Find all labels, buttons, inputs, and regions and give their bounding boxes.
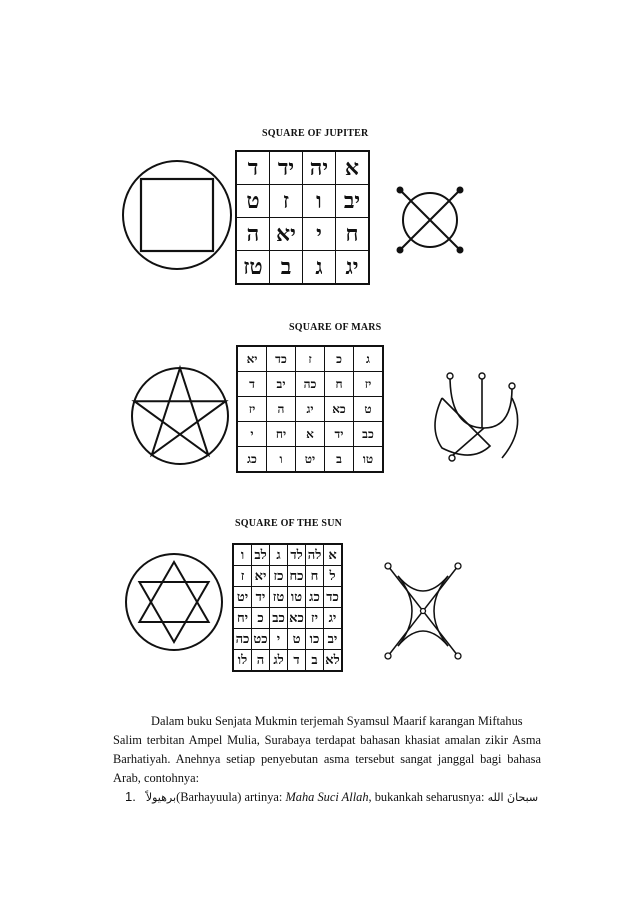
mars-grid-cell: יז bbox=[237, 397, 267, 422]
sun-grid-cell: ג bbox=[270, 544, 288, 566]
sun-grid-cell: ז bbox=[233, 566, 252, 587]
sun-grid-cell: ח bbox=[306, 566, 324, 587]
sun-grid-cell: טו bbox=[288, 587, 306, 608]
mars-grid-row bbox=[237, 346, 383, 372]
mars-grid-cell: ג bbox=[354, 346, 384, 372]
mars-grid-cell: כב bbox=[354, 422, 384, 447]
jupiter-grid-cell: יה bbox=[303, 151, 336, 185]
meaning: Maha Suci Allah bbox=[285, 790, 369, 804]
sun-grid-cell: ל bbox=[324, 566, 343, 587]
sun-grid-cell: כב bbox=[270, 608, 288, 629]
mars-grid-row bbox=[237, 447, 383, 473]
sun-grid-cell: יא bbox=[252, 566, 270, 587]
sun-grid-row bbox=[233, 608, 342, 629]
sun-grid-cell: כט bbox=[252, 629, 270, 650]
mars-sigil-icon bbox=[432, 368, 522, 468]
sun-grid-row bbox=[233, 566, 342, 587]
sun-grid-cell: ט bbox=[288, 629, 306, 650]
sun-grid-cell: ו bbox=[233, 544, 252, 566]
arabic-correct: سبحانَ الله bbox=[487, 791, 539, 804]
jupiter-grid-cell: ה bbox=[236, 218, 270, 251]
sun-grid-cell: ב bbox=[306, 650, 324, 672]
jupiter-magic-square bbox=[235, 150, 370, 285]
mars-grid-cell: ו bbox=[267, 447, 296, 473]
sun-grid-cell: לה bbox=[306, 544, 324, 566]
sun-grid-cell: יד bbox=[252, 587, 270, 608]
jupiter-grid-cell: יב bbox=[336, 185, 370, 218]
mars-grid-cell: יג bbox=[296, 397, 325, 422]
jupiter-grid-row bbox=[236, 251, 369, 285]
mars-grid-cell: כג bbox=[237, 447, 267, 473]
sun-grid-cell: יג bbox=[324, 608, 343, 629]
mars-grid-cell: ט bbox=[354, 397, 384, 422]
paragraph-first-line: Dalam buku Senjata Mukmin terjemah Syamsul Maarif karangan Miftahus bbox=[151, 714, 523, 728]
mars-grid-cell: א bbox=[296, 422, 325, 447]
sun-grid-row bbox=[233, 544, 342, 566]
mars-magic-square bbox=[236, 345, 384, 473]
jupiter-grid-cell: ט bbox=[236, 185, 270, 218]
jupiter-grid-row bbox=[236, 185, 369, 218]
sun-grid-cell: יט bbox=[233, 587, 252, 608]
sun-grid-cell: יב bbox=[324, 629, 343, 650]
sun-grid-row bbox=[233, 650, 342, 672]
jupiter-seal-circle-square-icon bbox=[122, 160, 232, 270]
mars-grid-cell: כד bbox=[267, 346, 296, 372]
jupiter-grid-cell: יא bbox=[270, 218, 303, 251]
sun-grid-row bbox=[233, 587, 342, 608]
sun-sigil-icon bbox=[378, 556, 468, 666]
arabic-term: برهيولاً bbox=[145, 791, 177, 804]
suffix-text: , bukankah seharusnya: bbox=[368, 790, 488, 804]
jupiter-grid-cell: ב bbox=[270, 251, 303, 285]
sun-grid-cell: טז bbox=[270, 587, 288, 608]
mars-grid-cell: יח bbox=[267, 422, 296, 447]
sun-grid-cell: ה bbox=[252, 650, 270, 672]
mars-grid-cell: ז bbox=[296, 346, 325, 372]
jupiter-grid-cell: ו bbox=[303, 185, 336, 218]
mars-grid-cell: ה bbox=[267, 397, 296, 422]
mars-grid-cell: כא bbox=[325, 397, 354, 422]
mars-grid-cell: כ bbox=[325, 346, 354, 372]
sun-grid-cell: לב bbox=[252, 544, 270, 566]
mars-grid-cell: יב bbox=[267, 372, 296, 397]
list-number: 1. bbox=[125, 789, 136, 804]
sun-grid-cell: א bbox=[324, 544, 343, 566]
sun-magic-square bbox=[232, 543, 343, 672]
mars-title: SQUARE OF MARS bbox=[289, 322, 382, 333]
sun-seal-hexagram-icon bbox=[124, 552, 224, 652]
jupiter-grid-cell: ז bbox=[270, 185, 303, 218]
mars-grid-cell: כה bbox=[296, 372, 325, 397]
sun-grid-cell: לג bbox=[270, 650, 288, 672]
sun-grid-cell: כה bbox=[233, 629, 252, 650]
sun-grid-cell: כז bbox=[270, 566, 288, 587]
mars-grid-cell: יז bbox=[354, 372, 384, 397]
mars-grid-cell: ד bbox=[237, 372, 267, 397]
jupiter-grid-row bbox=[236, 151, 369, 185]
jupiter-grid-cell: ח bbox=[336, 218, 370, 251]
sun-title: SQUARE OF THE SUN bbox=[235, 518, 343, 529]
paragraph-rest: Salim terbitan Ampel Mulia, Surabaya terdapat bahasan khasiat amalan zikir Asma Barhatiyah. Anehnya setiap penyebutan asma tersebut sangat janggal bagi bahasa Arab, contohnya: bbox=[113, 733, 541, 785]
sun-grid-cell: יז bbox=[306, 608, 324, 629]
jupiter-grid-cell: יג bbox=[336, 251, 370, 285]
mars-seal-pentagram-icon bbox=[130, 366, 230, 466]
jupiter-grid-cell: טז bbox=[236, 251, 270, 285]
mars-grid-cell: יט bbox=[296, 447, 325, 473]
sun-grid-cell: כד bbox=[324, 587, 343, 608]
mars-grid-cell: ח bbox=[325, 372, 354, 397]
jupiter-grid-cell: י bbox=[303, 218, 336, 251]
mars-grid-cell: יד bbox=[325, 422, 354, 447]
jupiter-sigil-icon bbox=[390, 180, 470, 260]
mars-grid-cell: ב bbox=[325, 447, 354, 473]
sun-grid-cell: י bbox=[270, 629, 288, 650]
mars-grid-row bbox=[237, 397, 383, 422]
sun-grid-cell: לו bbox=[233, 650, 252, 672]
mars-grid-cell: י bbox=[237, 422, 267, 447]
sun-grid-cell: יח bbox=[233, 608, 252, 629]
sun-grid-cell: כו bbox=[306, 629, 324, 650]
jupiter-grid-cell: ג bbox=[303, 251, 336, 285]
mars-grid-cell: טו bbox=[354, 447, 384, 473]
sun-grid-cell: לא bbox=[324, 650, 343, 672]
transliteration: (Barhayuula) artinya: bbox=[176, 790, 286, 804]
sun-grid-cell: כ bbox=[252, 608, 270, 629]
mars-grid-cell: יא bbox=[237, 346, 267, 372]
jupiter-grid-row bbox=[236, 218, 369, 251]
mars-grid-row bbox=[237, 422, 383, 447]
jupiter-title: SQUARE OF JUPITER bbox=[262, 128, 369, 139]
sun-grid-row bbox=[233, 629, 342, 650]
sun-grid-cell: כא bbox=[288, 608, 306, 629]
sun-grid-cell: ד bbox=[288, 650, 306, 672]
jupiter-grid-cell: ד bbox=[236, 151, 270, 185]
mars-grid-row bbox=[237, 372, 383, 397]
sun-grid-cell: כג bbox=[306, 587, 324, 608]
jupiter-grid-cell: יד bbox=[270, 151, 303, 185]
sun-grid-cell: כח bbox=[288, 566, 306, 587]
list-item bbox=[125, 789, 565, 805]
sun-grid-cell: לד bbox=[288, 544, 306, 566]
jupiter-grid-cell: א bbox=[336, 151, 370, 185]
body-paragraph bbox=[113, 712, 541, 788]
